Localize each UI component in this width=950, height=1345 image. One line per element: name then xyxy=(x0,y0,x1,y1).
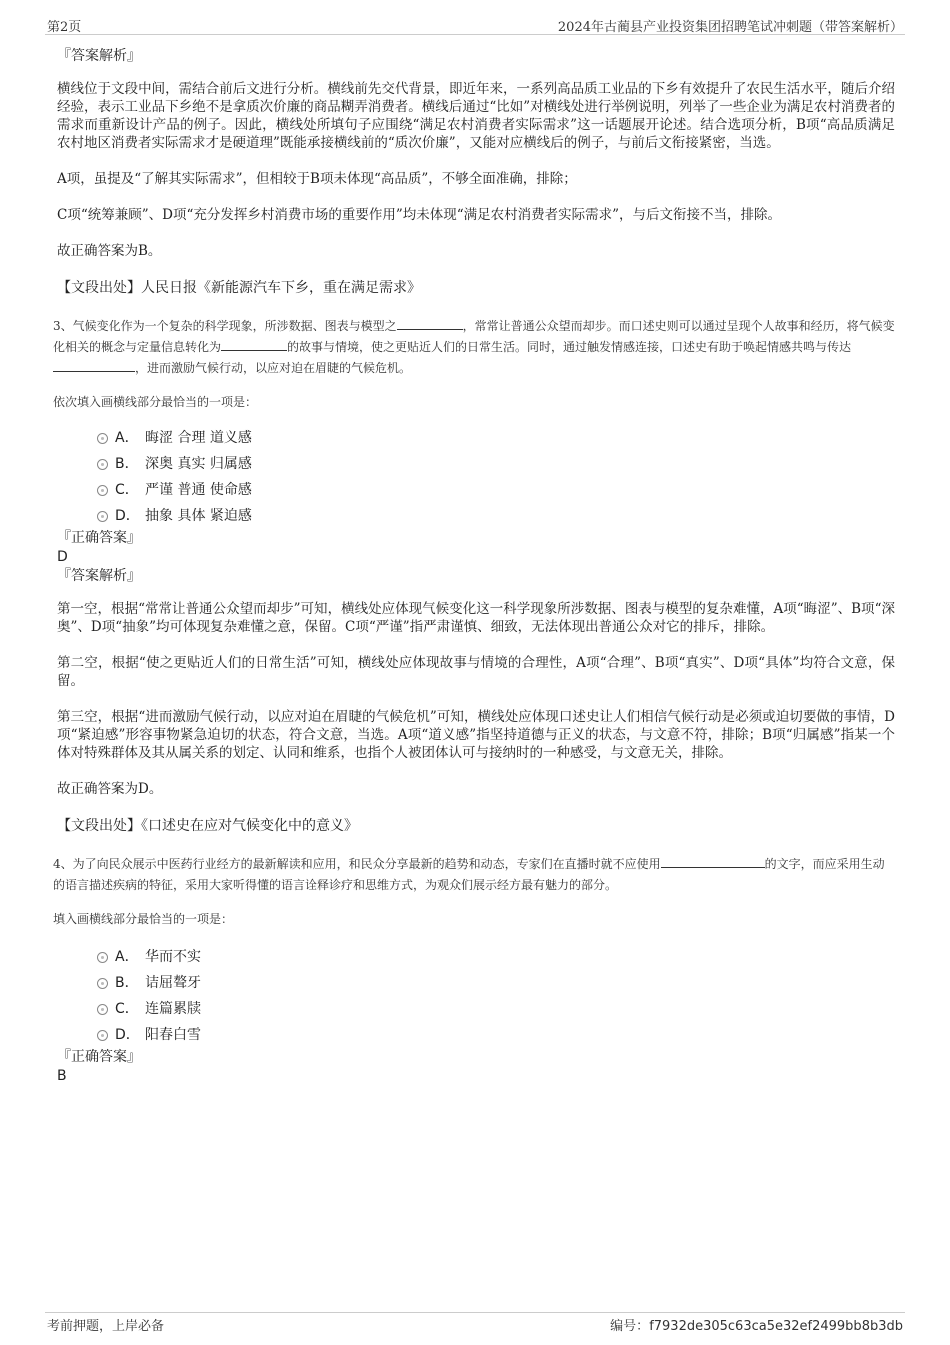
q3-correct-answer: D xyxy=(57,549,68,565)
q4-correct-answer: B xyxy=(57,1068,67,1084)
q3-analysis-paragraph-1: 第一空，根据“常常让普通公众望而却步”可知，横线处应体现气候变化这一科学现象所涉数据、图表与模型的复杂难懂，A项“晦涩”、B项“深奥”、D项“抽象”均可体现复杂难懂之意，保留。C项“严谨”指严肃谨慎、细致，无法体现出普通公众对它的排斥，排除。 xyxy=(57,601,895,635)
radio-icon[interactable] xyxy=(97,1004,108,1015)
q4-correct-label: 『正确答案』 xyxy=(57,1049,141,1065)
q2-analysis-paragraph-3: C项“统筹兼顾”、D项“充分发挥乡村消费市场的重要作用”均未体现“满足农村消费者实际需求”，与后文衔接不当，排除。 xyxy=(57,207,782,223)
q4-prompt: 填入画横线部分最恰当的一项是： xyxy=(53,912,234,926)
radio-icon[interactable] xyxy=(97,459,108,470)
radio-icon[interactable] xyxy=(97,952,108,963)
q3-conclusion: 故正确答案为D。 xyxy=(57,781,163,797)
page-number: 第2页 xyxy=(47,20,82,35)
q3-analysis-paragraph-3: 第三空，根据“进而激励气候行动，以应对迫在眉睫的气候危机”可知，横线处应体现口述史让人们相信气候行动是必须或迫切要做的事情，D项“紧迫感”形容事物紧急迫切的状态，符合文意，当选。A项“道义感”指坚持道德与正义的状态，与文意不符，排除；B项“归属感”指某一个体对特殊群体及其从属关系的划定、认同和维系，也指个人被团体认可与接纳时的一种感受，与文意无关，排除。 xyxy=(57,709,895,761)
q4-option-c[interactable]: C． 连篇累牍 xyxy=(57,996,895,1022)
page-header xyxy=(45,14,905,35)
footer-slogan: 考前押题，上岸必备 xyxy=(47,1319,165,1334)
q3-source: 【文段出处】《口述史在应对气候变化中的意义》 xyxy=(57,818,358,834)
q3-options xyxy=(57,425,895,529)
q2-conclusion: 故正确答案为B。 xyxy=(57,243,162,259)
q3-stem: 3、气候变化作为一个复杂的科学现象，所涉数据、图表与模型之 ，常常让普通公众望而却步。而口述史则可以通过呈现个人故事和经历，将气候变化相关的概念与定量信息转化为 的故事与情境，使之更贴近人们的日常生活。同时，通过触发情感连接，口述史有助于唤起情感共鸣与传达，进而激励气候行动，以应对迫在眉睫的气候危机。 xyxy=(53,319,895,375)
document-body xyxy=(53,46,895,1086)
q2-analysis-label: 『答案解析』 xyxy=(57,48,141,64)
q4-option-b[interactable]: B． 诘屈聱牙 xyxy=(57,970,895,996)
radio-icon[interactable] xyxy=(97,433,108,444)
q4-option-d[interactable]: D． 阳春白雪 xyxy=(57,1022,895,1048)
q3-prompt: 依次填入画横线部分最恰当的一项是： xyxy=(53,395,258,409)
q4-options xyxy=(57,944,895,1048)
q2-analysis-paragraph-2: A项，虽提及“了解其实际需求”，但相较于B项未体现“高品质”，不够全面准确，排除； xyxy=(57,171,577,187)
q2-source: 【文段出处】人民日报《新能源汽车下乡，重在满足需求》 xyxy=(57,280,421,296)
radio-icon[interactable] xyxy=(97,485,108,496)
q3-analysis-paragraph-2: 第二空，根据“使之更贴近人们的日常生活”可知，横线处应体现故事与情境的合理性，A项“合理”、B项“真实”、D项“具体”均符合文意，保留。 xyxy=(57,655,895,689)
radio-icon[interactable] xyxy=(97,978,108,989)
q3-option-d[interactable]: D． 抽象 具体 紧迫感 xyxy=(57,503,895,529)
q2-analysis-paragraph-1: 横线位于文段中间，需结合前后文进行分析。横线前先交代背景，即近年来，一系列高品质工业品的下乡有效提升了农民生活水平，随后介绍经验，表示工业品下乡绝不是拿质次价廉的商品糊弄消费者。横线后通过“比如”对横线处进行举例说明，列举了一些企业为满足农村消费者的需求而重新设计产品的例子。因此，横线处所填句子应围绕“满足农村消费者实际需求”这一话题展开论述。结合选项分析，B项“高品质满足农村地区消费者实际需求才是硬道理”既能承接横线前的“质次价廉”，又能对应横线后的例子，与前后文衔接紧密，当选。 xyxy=(57,81,895,151)
document-code: 编号：f7932de305c63ca5e32ef2499bb8b3db xyxy=(610,1319,903,1334)
document-title: 2024年古蔺县产业投资集团招聘笔试冲刺题（带答案解析） xyxy=(557,20,903,35)
q3-blank-2 xyxy=(221,338,287,351)
q4-option-a[interactable]: A． 华而不实 xyxy=(57,944,895,970)
q3-option-c[interactable]: C． 严谨 普通 使命感 xyxy=(57,477,895,503)
q3-option-a[interactable]: A． 晦涩 合理 道义感 xyxy=(57,425,895,451)
q4-stem: 4、为了向民众展示中医药行业经方的最新解读和应用，和民众分享最新的趋势和动态，专家们在直播时就不应使用 的文字，而应采用生动的语言描述疾病的特征，采用大家听得懂的语言诠释诊疗和思维方式，为观众们展示经方最有魅力的部分。 xyxy=(53,857,885,892)
q3-blank-3 xyxy=(53,359,135,372)
radio-icon[interactable] xyxy=(97,511,108,522)
q3-option-b[interactable]: B． 深奥 真实 归属感 xyxy=(57,451,895,477)
radio-icon[interactable] xyxy=(97,1030,108,1041)
q3-correct-label: 『正确答案』 xyxy=(57,530,141,546)
page-footer xyxy=(45,1312,905,1333)
q4-blank xyxy=(661,855,765,868)
q3-analysis-label: 『答案解析』 xyxy=(57,568,141,584)
q3-blank-1 xyxy=(397,317,463,330)
